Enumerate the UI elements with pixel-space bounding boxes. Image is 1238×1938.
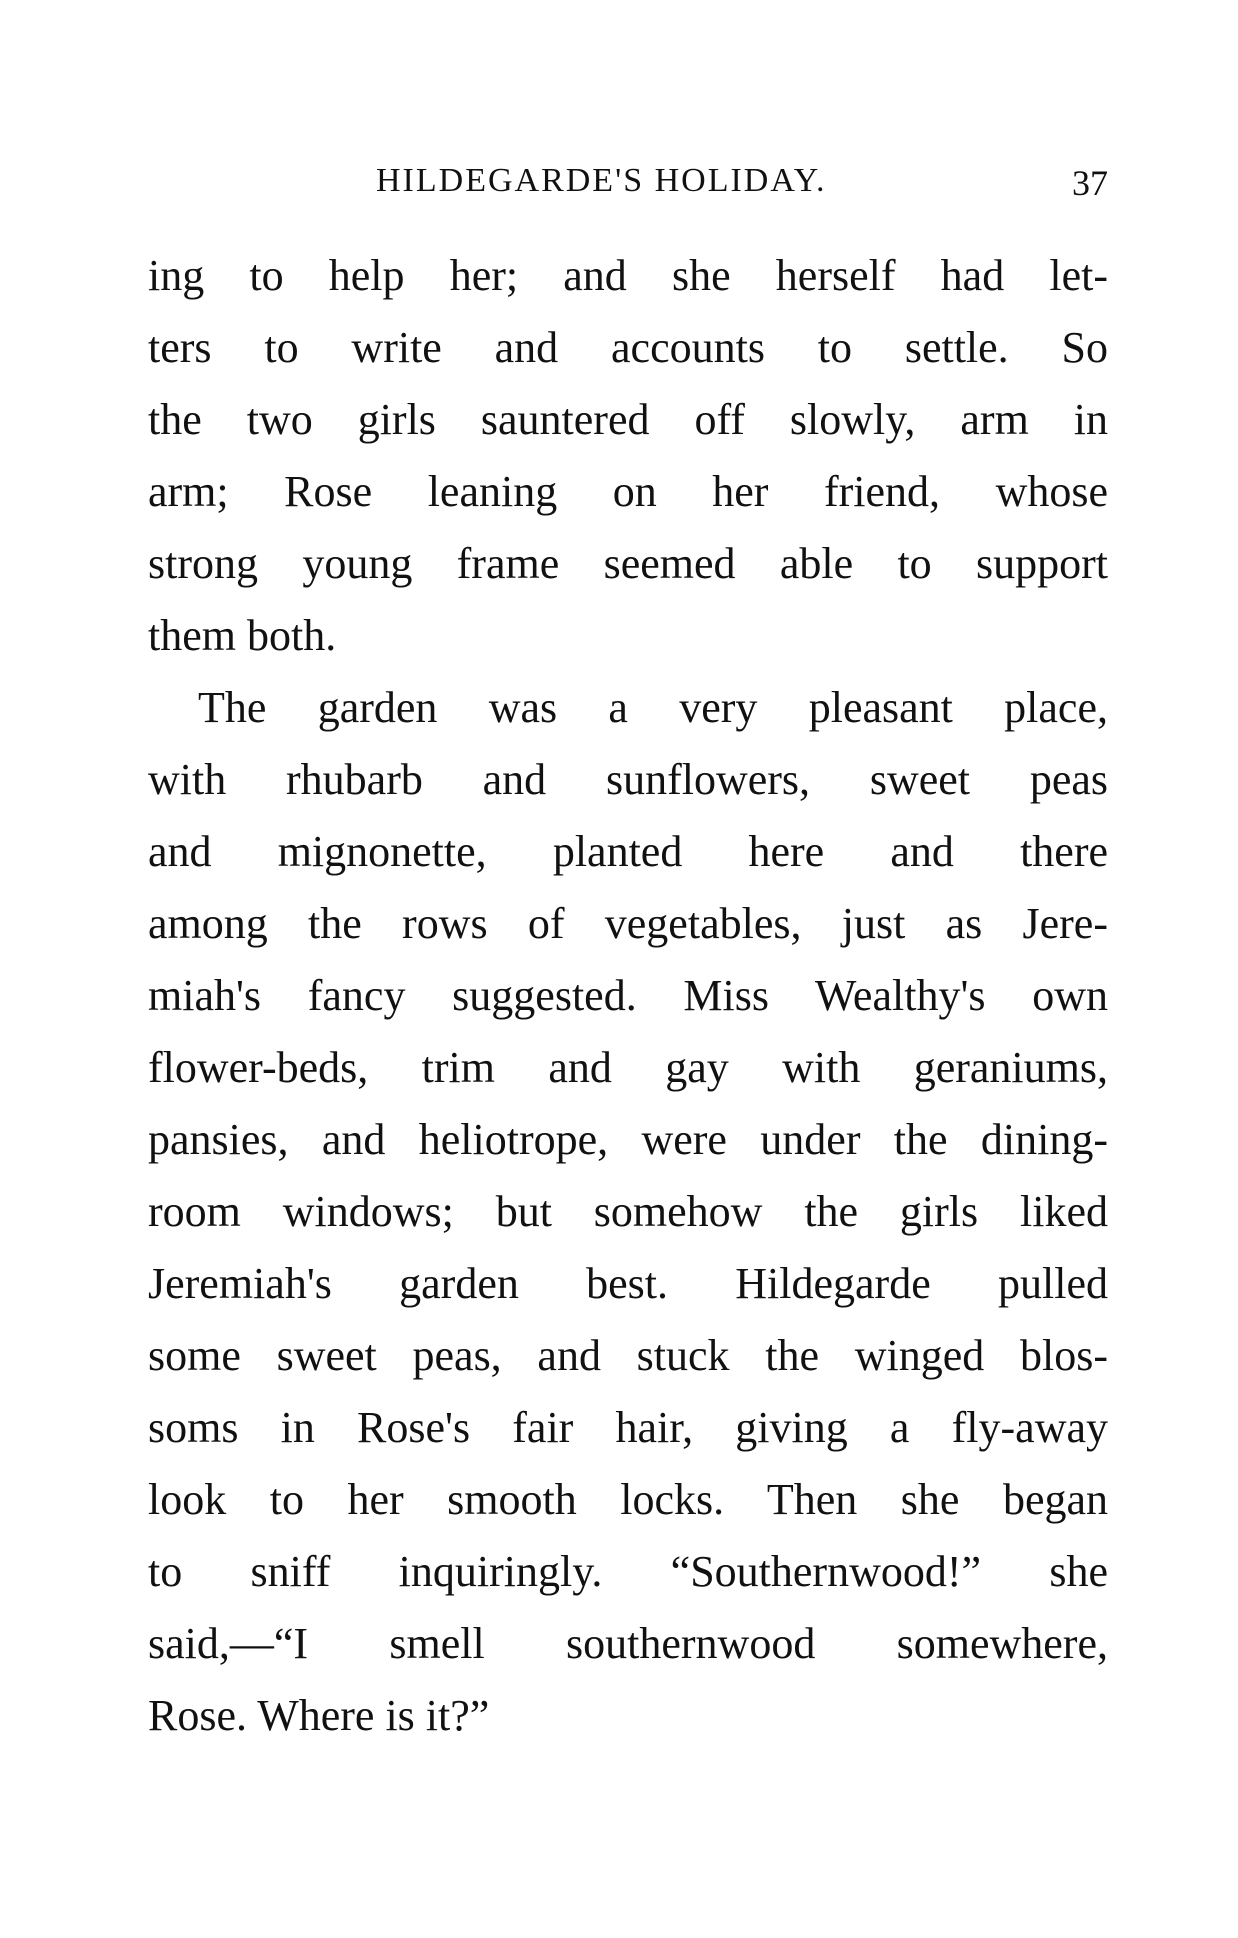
text-line: the two girls sauntered off slowly, arm in: [148, 395, 1108, 444]
text-line: some sweet peas, and stuck the winged blos-: [148, 1331, 1108, 1380]
text-line: miah's fancy suggested. Miss Wealthy's own: [148, 971, 1108, 1020]
text-line: to sniff inquiringly. “Southernwood!” she: [148, 1547, 1108, 1596]
paragraph-1: [148, 240, 1108, 672]
body-text: [148, 240, 1108, 1752]
text-line: among the rows of vegetables, just as Jere-: [148, 899, 1108, 948]
text-line: arm; Rose leaning on her friend, whose: [148, 467, 1108, 516]
text-line: pansies, and heliotrope, were under the dining-: [148, 1115, 1108, 1164]
text-line: ters to write and accounts to settle. So: [148, 323, 1108, 372]
text-line: room windows; but somehow the girls liked: [148, 1187, 1108, 1236]
text-line: and mignonette, planted here and there: [148, 827, 1108, 876]
text-line: them both.: [148, 611, 337, 660]
text-line: Jeremiah's garden best. Hildegarde pulled: [148, 1259, 1108, 1308]
text-line: The garden was a very pleasant place,: [198, 683, 1108, 732]
text-line: ing to help her; and she herself had let-: [148, 251, 1108, 300]
text-line: look to her smooth locks. Then she began: [148, 1475, 1108, 1524]
paragraph-2: [148, 672, 1108, 1752]
text-line: with rhubarb and sunflowers, sweet peas: [148, 755, 1108, 804]
text-line: Rose. Where is it?”: [148, 1691, 490, 1740]
text-line: flower-beds, trim and gay with geraniums,: [148, 1043, 1108, 1092]
text-line: said,—“I smell southernwood somewhere,: [148, 1619, 1108, 1668]
text-line: strong young frame seemed able to support: [148, 539, 1108, 588]
running-title: HILDEGARDE'S HOLIDAY.: [376, 162, 827, 199]
text-line: soms in Rose's fair hair, giving a fly-away: [148, 1403, 1108, 1452]
page-number: 37: [1072, 163, 1108, 203]
running-head: [148, 162, 1108, 212]
